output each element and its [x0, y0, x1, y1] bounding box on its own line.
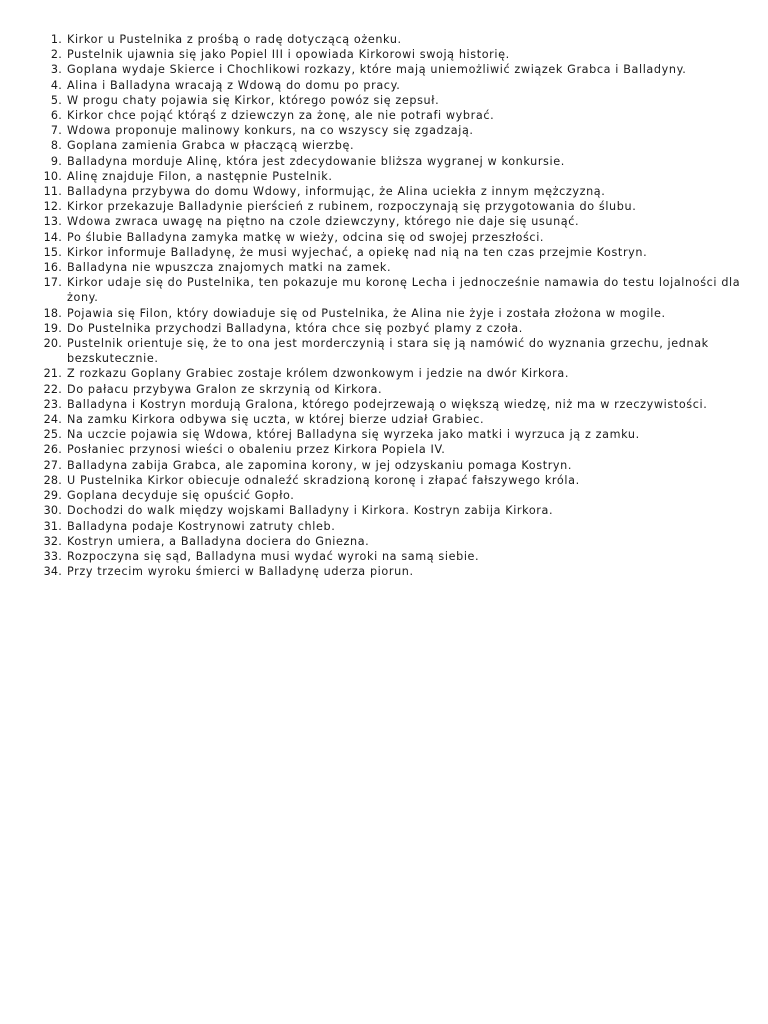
list-item-number: 2 .	[34, 47, 62, 62]
list-item-text: Balladyna nie wpuszcza znajomych matki na zamek.	[67, 261, 392, 275]
list-item-text: W progu chaty pojawia się Kirkor, którego powóz się zepsuł.	[67, 93, 440, 107]
list-item-number: 9 .	[34, 154, 62, 169]
list-item-number: 25 .	[34, 427, 62, 442]
list-item-text: Balladyna morduje Alinę, która jest zdecydowanie bliższa wygranej w konkursie.	[67, 154, 565, 168]
list-item-text: Kirkor u Pustelnika z prośbą o radę dotyczącą ożenku.	[67, 33, 402, 46]
list-item-number: 34 .	[34, 564, 62, 579]
list-item-text: Wdowa proponuje malinowy konkurs, na co wszyscy się zgadzają.	[67, 124, 474, 138]
list-item-text: Z rozkazu Goplany Grabiec zostaje królem dzwonkowym i jedzie na dwór Kirkora.	[67, 367, 570, 381]
list-item-number: 3 .	[34, 62, 62, 77]
list-item	[34, 184, 742, 199]
list-item	[34, 123, 742, 138]
list-item-text: Pustelnik ujawnia się jako Popiel III i opowiada Kirkorowi swoją historię.	[67, 48, 510, 62]
list-item	[34, 78, 742, 93]
list-item-number: 8 .	[34, 138, 62, 153]
list-item	[34, 245, 742, 260]
list-item	[34, 427, 742, 442]
list-item-text: Kirkor przekazuje Balladynie pierścień z rubinem, rozpoczynają się przygotowania do ślubu.	[67, 200, 637, 214]
list-item	[34, 473, 742, 488]
list-item-number: 15 .	[34, 245, 62, 260]
list-item	[34, 230, 742, 245]
list-item	[34, 47, 742, 62]
list-item	[34, 32, 742, 47]
list-item-text: Wdowa zwraca uwagę na piętno na czole dziewczyny, którego nie daje się usunąć.	[67, 215, 580, 229]
list-item-number: 21 .	[34, 366, 62, 381]
list-item-text: Dochodzi do walk między wojskami Balladyny i Kirkora. Kostryn zabija Kirkora.	[67, 504, 554, 518]
list-item	[34, 306, 742, 321]
list-item-number: 33 .	[34, 549, 62, 564]
list-item-number: 17 .	[34, 275, 62, 290]
list-item-text: Posłaniec przynosi wieści o obaleniu przez Kirkora Popiela IV.	[67, 443, 446, 457]
list-item	[34, 275, 742, 305]
list-item-number: 32 .	[34, 534, 62, 549]
list-item-text: Alinę znajduje Filon, a następnie Pustelnik.	[67, 169, 333, 183]
list-item-text: Balladyna zabija Grabca, ale zapomina korony, w jej odzyskaniu pomaga Kostryn.	[67, 458, 573, 472]
list-item	[34, 488, 742, 503]
list-item-text: Przy trzecim wyroku śmierci w Balladynę uderza piorun.	[67, 565, 414, 579]
list-item-number: 28 .	[34, 473, 62, 488]
list-item-number: 1 .	[34, 32, 62, 47]
list-item-text: Kostryn umiera, a Balladyna dociera do Gniezna.	[67, 534, 370, 548]
list-item-number: 16 .	[34, 260, 62, 275]
list-item-text: Pustelnik orientuje się, że to ona jest morderczynią i stara się ją namówić do wyznania grzechu, jednak bezskutecznie.	[67, 337, 709, 366]
list-item	[34, 397, 742, 412]
list-item	[34, 458, 742, 473]
list-item-number: 6 .	[34, 108, 62, 123]
list-item-number: 19 .	[34, 321, 62, 336]
list-item-text: Rozpoczyna się sąd, Balladyna musi wydać wyroki na samą siebie.	[67, 549, 480, 563]
list-item-text: Kirkor chce pojąć którąś z dziewczyn za żonę, ale nie potrafi wybrać.	[67, 109, 495, 123]
list-item	[34, 321, 742, 336]
list-item	[34, 62, 742, 77]
list-item-number: 7 .	[34, 123, 62, 138]
list-item	[34, 169, 742, 184]
list-item-number: 26 .	[34, 442, 62, 457]
list-item	[34, 412, 742, 427]
list-item-text: U Pustelnika Kirkor obiecuje odnaleźć skradzioną koronę i złapać fałszywego króla.	[67, 473, 580, 487]
list-item-number: 10 .	[34, 169, 62, 184]
list-item	[34, 154, 742, 169]
list-item-number: 22 .	[34, 382, 62, 397]
list-item-text: Na zamku Kirkora odbywa się uczta, w której bierze udział Grabiec.	[67, 413, 485, 427]
list-item-number: 23 .	[34, 397, 62, 412]
list-item-number: 27 .	[34, 458, 62, 473]
list-item-text: Balladyna podaje Kostrynowi zatruty chleb.	[67, 519, 336, 533]
list-item-text: Goplana zamienia Grabca w płaczącą wierzbę.	[67, 139, 355, 153]
list-item-text: Do pałacu przybywa Gralon ze skrzynią od Kirkora.	[67, 382, 383, 396]
list-item	[34, 108, 742, 123]
list-item-number: 24 .	[34, 412, 62, 427]
list-item-text: Kirkor udaje się do Pustelnika, ten pokazuje mu koronę Lecha i jednocześnie namawia do testu lojalności dla żony.	[67, 276, 741, 305]
list-item-text: Do Pustelnika przychodzi Balladyna, która chce się pozbyć plamy z czoła.	[67, 321, 523, 335]
list-item-number: 20 .	[34, 336, 62, 351]
list-item-text: Goplana decyduje się opuścić Gopło.	[67, 489, 295, 503]
list-item-text: Alina i Balladyna wracają z Wdową do domu po pracy.	[67, 78, 401, 92]
list-item	[34, 366, 742, 381]
list-item	[34, 549, 742, 564]
list-item	[34, 442, 742, 457]
list-item-text: Na uczcie pojawia się Wdowa, której Balladyna się wyrzeka jako matki i wyrzuca ją z zamku.	[67, 428, 640, 442]
event-list	[34, 32, 742, 579]
list-item	[34, 503, 742, 518]
list-item-text: Balladyna przybywa do domu Wdowy, informując, że Alina uciekła z innym mężczyzną.	[67, 185, 606, 199]
list-item-number: 4 .	[34, 78, 62, 93]
list-item	[34, 534, 742, 549]
list-item	[34, 519, 742, 534]
list-item	[34, 382, 742, 397]
list-item	[34, 138, 742, 153]
list-item-text: Balladyna i Kostryn mordują Gralona, którego podejrzewają o większą wiedzę, niż ma w rzeczywistości.	[67, 397, 708, 411]
list-item-number: 29 .	[34, 488, 62, 503]
list-item	[34, 336, 742, 366]
list-item	[34, 93, 742, 108]
list-item	[34, 199, 742, 214]
list-item-number: 30 .	[34, 503, 62, 518]
list-item-number: 14 .	[34, 230, 62, 245]
list-item-number: 12 .	[34, 199, 62, 214]
list-item-number: 11 .	[34, 184, 62, 199]
list-item-text: Pojawia się Filon, który dowiaduje się od Pustelnika, że Alina nie żyje i została złożona w mogile.	[67, 306, 666, 320]
list-item	[34, 564, 742, 579]
list-item-text: Goplana wydaje Skierce i Chochlikowi rozkazy, które mają uniemożliwić związek Grabca i Balladyny.	[67, 63, 687, 77]
list-item-number: 18 .	[34, 306, 62, 321]
list-item-number: 31 .	[34, 519, 62, 534]
list-item-number: 5 .	[34, 93, 62, 108]
list-item	[34, 214, 742, 229]
list-item-text: Po ślubie Balladyna zamyka matkę w wieży, odcina się od swojej przeszłości.	[67, 230, 545, 244]
list-item	[34, 260, 742, 275]
list-item-text: Kirkor informuje Balladynę, że musi wyjechać, a opiekę nad nią na ten czas przejmie Kostryn.	[67, 245, 648, 259]
list-item-number: 13 .	[34, 214, 62, 229]
